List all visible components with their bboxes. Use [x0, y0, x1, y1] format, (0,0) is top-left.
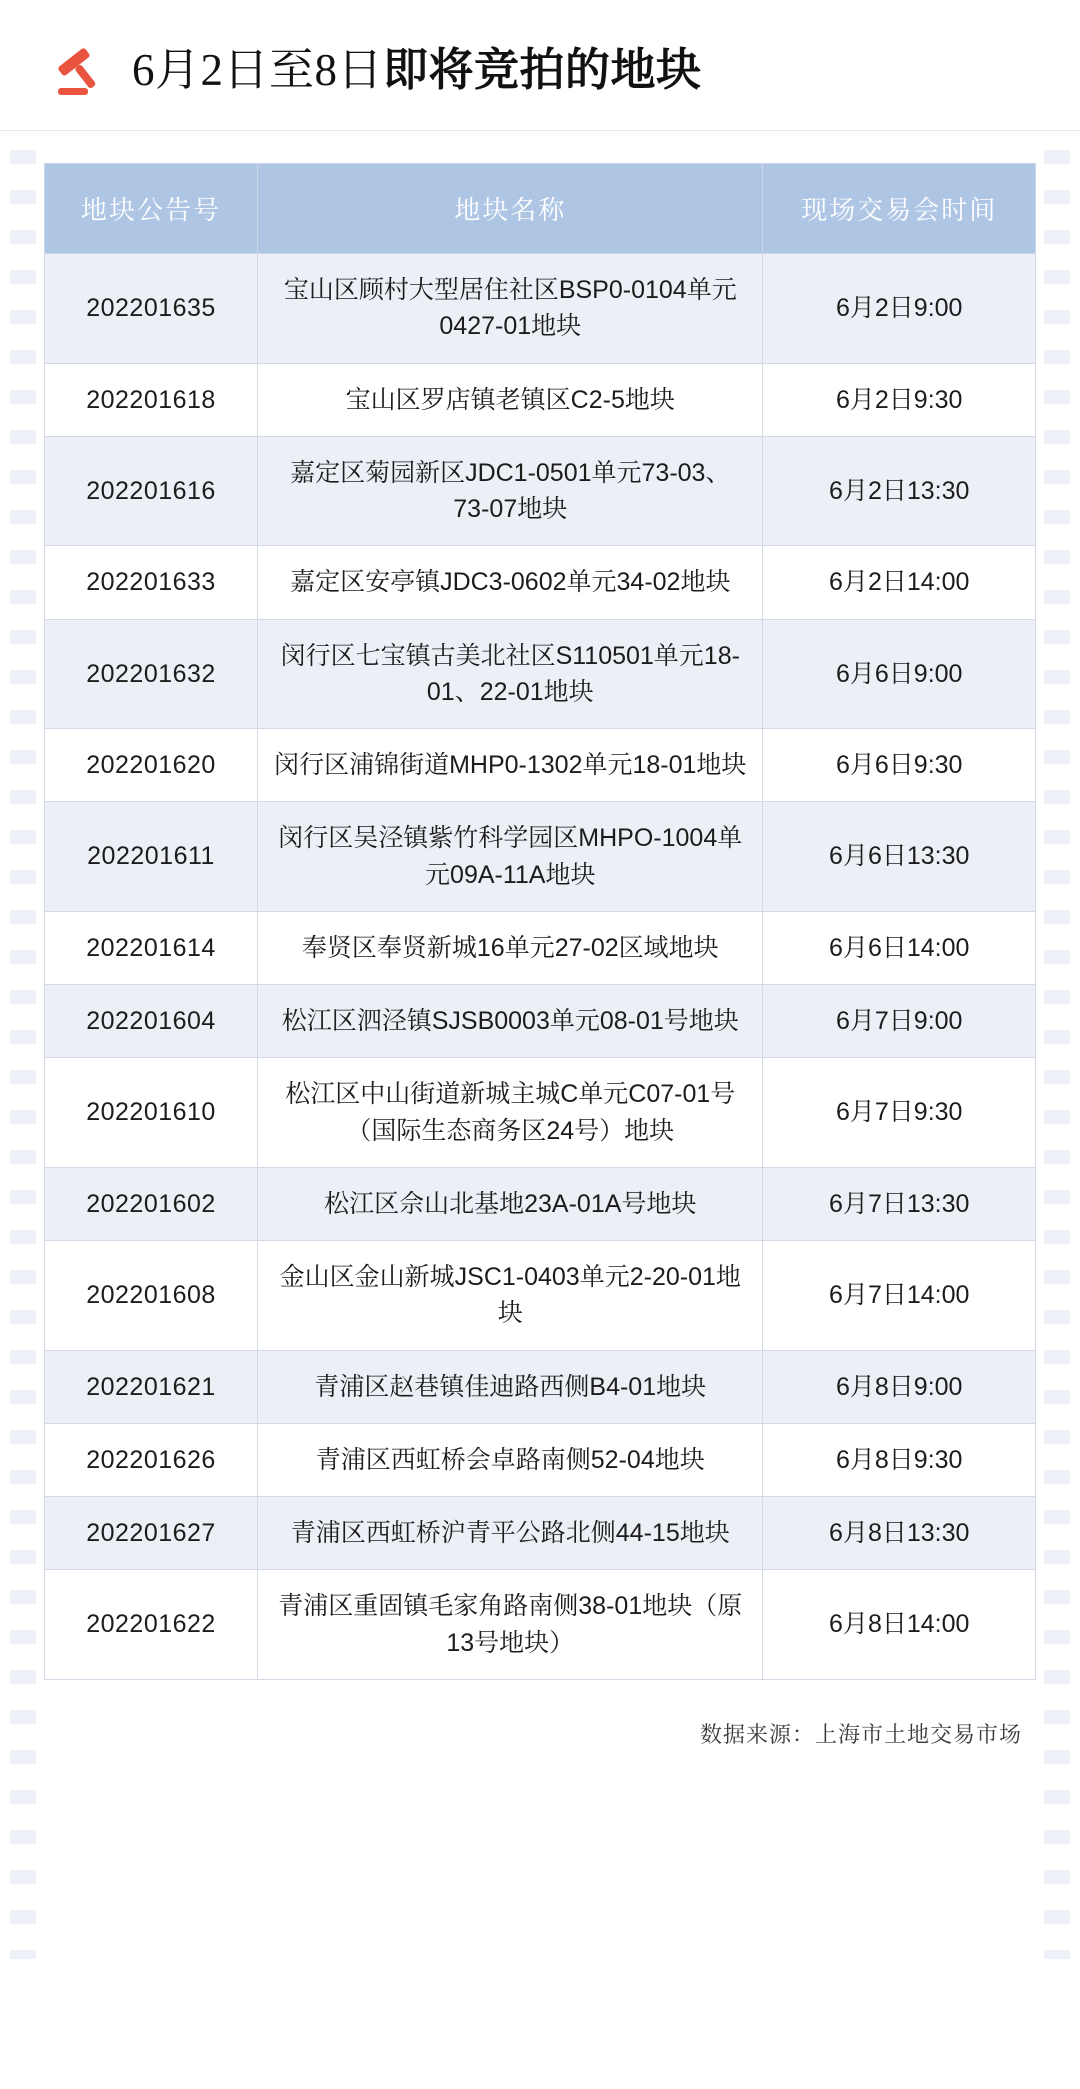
table-row — [45, 363, 1036, 436]
column-header-code: 地块公告号 — [45, 164, 258, 254]
cell-time: 6月2日9:30 — [763, 363, 1036, 436]
cell-time: 6月7日9:30 — [763, 1058, 1036, 1168]
page-title — [132, 46, 702, 96]
table-row — [45, 802, 1036, 912]
table-row — [45, 1423, 1036, 1496]
cell-time: 6月6日9:00 — [763, 619, 1036, 729]
cell-time: 6月2日9:00 — [763, 254, 1036, 364]
table-row — [45, 1497, 1036, 1570]
cell-code: 202201633 — [45, 546, 258, 619]
cell-name: 松江区中山街道新城主城C单元C07-01号（国际生态商务区24号）地块 — [258, 1058, 763, 1168]
column-header-time: 现场交易会时间 — [763, 164, 1036, 254]
cell-code: 202201616 — [45, 436, 258, 546]
cell-code: 202201635 — [45, 254, 258, 364]
table-row — [45, 1570, 1036, 1680]
cell-name: 青浦区西虹桥会卓路南侧52-04地块 — [258, 1423, 763, 1496]
cell-name: 闵行区浦锦街道MHP0-1302单元18-01地块 — [258, 729, 763, 802]
table-row — [45, 1350, 1036, 1423]
cell-name: 青浦区重固镇毛家角路南侧38-01地块（原13号地块） — [258, 1570, 763, 1680]
title-date-range: 6月2日至8日 — [132, 45, 384, 96]
table-row — [45, 546, 1036, 619]
table-row — [45, 911, 1036, 984]
table-row — [45, 1167, 1036, 1240]
cell-name: 青浦区赵巷镇佳迪路西侧B4-01地块 — [258, 1350, 763, 1423]
cell-name: 松江区佘山北基地23A-01A号地块 — [258, 1167, 763, 1240]
cell-name: 金山区金山新城JSC1-0403单元2-20-01地块 — [258, 1241, 763, 1351]
table-row — [45, 1241, 1036, 1351]
decorative-rail-right — [1044, 150, 1070, 1959]
cell-name: 宝山区顾村大型居住社区BSP0-0104单元0427-01地块 — [258, 254, 763, 364]
table-header-row — [45, 164, 1036, 254]
cell-code: 202201618 — [45, 363, 258, 436]
cell-name: 奉贤区奉贤新城16单元27-02区域地块 — [258, 911, 763, 984]
source-text: 数据来源：上海市土地交易市场 — [699, 1721, 1022, 1747]
cell-name: 松江区泗泾镇SJSB0003单元08-01号地块 — [258, 985, 763, 1058]
cell-time: 6月8日9:00 — [763, 1350, 1036, 1423]
cell-code: 202201621 — [45, 1350, 258, 1423]
table-row — [45, 254, 1036, 364]
cell-name: 嘉定区菊园新区JDC1-0501单元73-03、73-07地块 — [258, 436, 763, 546]
cell-code: 202201626 — [45, 1423, 258, 1496]
table-row — [45, 729, 1036, 802]
source-footer — [0, 1702, 1080, 1795]
cell-code: 202201610 — [45, 1058, 258, 1168]
cell-name: 闵行区吴泾镇紫竹科学园区MHPO-1004单元09A-11A地块 — [258, 802, 763, 912]
cell-code: 202201627 — [45, 1497, 258, 1570]
cell-code: 202201602 — [45, 1167, 258, 1240]
cell-name: 宝山区罗店镇老镇区C2-5地块 — [258, 363, 763, 436]
cell-code: 202201611 — [45, 802, 258, 912]
land-auction-table — [44, 163, 1036, 1680]
table-row — [45, 1058, 1036, 1168]
cell-time: 6月8日13:30 — [763, 1497, 1036, 1570]
cell-time: 6月6日9:30 — [763, 729, 1036, 802]
cell-code: 202201604 — [45, 985, 258, 1058]
table-row — [45, 985, 1036, 1058]
cell-code: 202201614 — [45, 911, 258, 984]
cell-code: 202201632 — [45, 619, 258, 729]
cell-time: 6月7日14:00 — [763, 1241, 1036, 1351]
table-container — [0, 131, 1080, 1702]
cell-time: 6月6日14:00 — [763, 911, 1036, 984]
cell-time: 6月2日14:00 — [763, 546, 1036, 619]
cell-name: 青浦区西虹桥沪青平公路北侧44-15地块 — [258, 1497, 763, 1570]
cell-name: 闵行区七宝镇古美北社区S110501单元18-01、22-01地块 — [258, 619, 763, 729]
cell-time: 6月7日13:30 — [763, 1167, 1036, 1240]
table-row — [45, 619, 1036, 729]
column-header-name: 地块名称 — [258, 164, 763, 254]
gavel-icon — [52, 42, 110, 100]
cell-time: 6月7日9:00 — [763, 985, 1036, 1058]
cell-time: 6月8日9:30 — [763, 1423, 1036, 1496]
table-row — [45, 436, 1036, 546]
title-emphasis: 即将竞拍的地块 — [383, 45, 702, 96]
cell-time: 6月2日13:30 — [763, 436, 1036, 546]
cell-name: 嘉定区安亭镇JDC3-0602单元34-02地块 — [258, 546, 763, 619]
cell-code: 202201620 — [45, 729, 258, 802]
cell-time: 6月6日13:30 — [763, 802, 1036, 912]
cell-code: 202201608 — [45, 1241, 258, 1351]
decorative-rail-left — [10, 150, 36, 1959]
table-body — [45, 254, 1036, 1680]
cell-code: 202201622 — [45, 1570, 258, 1680]
cell-time: 6月8日14:00 — [763, 1570, 1036, 1680]
page-header — [0, 0, 1080, 131]
